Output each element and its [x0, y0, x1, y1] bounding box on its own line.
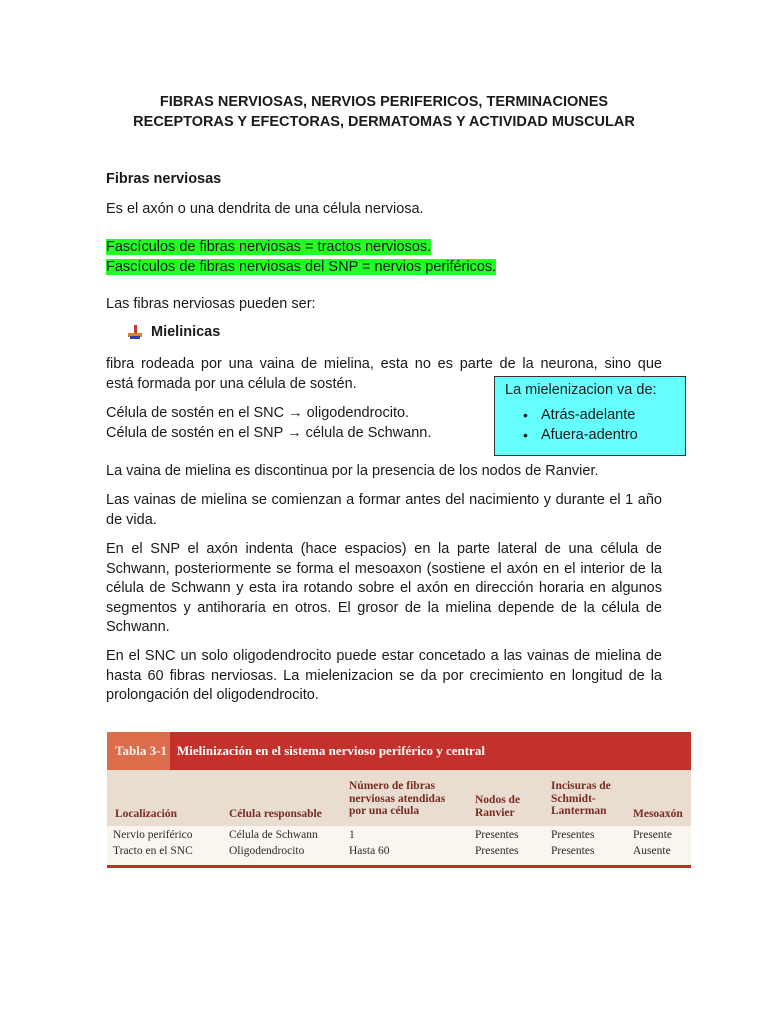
document-title [60, 92, 708, 132]
table-tag: Tabla 3-1 [107, 732, 170, 770]
bullet-heading [128, 324, 220, 340]
callout-list [503, 405, 638, 445]
table-cell: Nervio periférico [113, 829, 193, 841]
table-cell: Célula de Schwann [229, 829, 318, 841]
table-cell: Presentes [475, 845, 519, 857]
support-cells [106, 404, 486, 443]
colored-bullet-icon [128, 325, 142, 339]
myelination-table-image [107, 732, 691, 868]
callout-item: • Atrás-adelante [503, 405, 638, 425]
snc-paragraph: En el SNC un solo oligodendrocito puede estar concetado a las vainas de mielina de hasta 60 fibras nerviosas. La mielenizacion se da por crecimiento en longitud de la prolongación del oligodendrocito. [106, 648, 662, 703]
table-cell: Tracto en el SNC [113, 845, 193, 857]
ranvier-paragraph: La vaina de mielina es discontinua por la presencia de los nodos de Ranvier. [106, 463, 599, 479]
table-header-cell: Nodos de Ranvier [475, 794, 521, 819]
intro-paragraph: Es el axón o una dendrita de una célula nerviosa. [106, 201, 424, 217]
table-cell: Presente [633, 829, 672, 841]
table-cell: Presentes [551, 845, 595, 857]
bullet-heading-label: Mielinicas [151, 324, 221, 340]
myelin-line-2: está formada por una célula de sostén. [106, 375, 357, 392]
title-line-1: FIBRAS NERVIOSAS, NERVIOS PERIFERICOS, TERMINACIONES [159, 94, 609, 110]
table-cell: 1 [349, 829, 355, 841]
table-cell: Oligodendrocito [229, 845, 305, 857]
table-header-cell: Incisuras de Schmidt-Lanterman [551, 780, 611, 817]
snp-paragraph: En el SNP el axón indenta (hace espacios) en la parte lateral de una célula de Schwann, posteriormente se forma el mesoaxon (sostiene el axón en el interior de la célula de Schwann y esta ira rotando sobre el axón en dirección horaria en algunos segmentos y antihoraria en otros. El grosor de la mielina depende de la célula de Schwann. [106, 541, 662, 635]
highlighted-notes [106, 238, 662, 277]
table-cell: Ausente [633, 845, 671, 857]
table-header-cell: Célula responsable [229, 808, 322, 820]
callout-item: • Afuera-adentro [503, 425, 638, 445]
table-header-cell: Número de fibras nerviosas atendidas por una célula [349, 780, 446, 817]
table-cell: Hasta 60 [349, 845, 390, 857]
highlight-line-1: Fascículos de fibras nerviosas = tractos nerviosos. [106, 239, 432, 255]
table-caption: Mielinización en el sistema nervioso periférico y central [177, 743, 485, 758]
types-intro: Las fibras nerviosas pueden ser: [106, 296, 316, 312]
table-header-cell: Mesoaxón [633, 808, 683, 820]
callout-title: La mielenizacion va de: [505, 382, 657, 398]
table-cell: Presentes [475, 829, 519, 841]
callout-box [494, 376, 686, 456]
support-cell-snc: Célula de sostén en el SNC → oligodendrocito. [106, 405, 410, 421]
formation-paragraph: Las vainas de mielina se comienzan a formar antes del nacimiento y durante el 1 año de vida. [106, 492, 662, 528]
title-line-2: RECEPTORAS Y EFECTORAS, DERMATOMAS Y ACTIVIDAD MUSCULAR [133, 114, 635, 130]
section-heading: Fibras nerviosas [106, 171, 222, 187]
table-header-cell: Localización [115, 808, 177, 820]
support-cell-snp: Célula de sostén en el SNP → célula de Schwann. [106, 424, 432, 441]
table-cell: Presentes [551, 829, 595, 841]
myelin-line-1: fibra rodeada por una vaina de mielina, esta no es parte de la neurona, sino que [106, 356, 662, 372]
highlight-line-2: Fascículos de fibras nerviosas del SNP = nervios periféricos. [106, 258, 497, 275]
